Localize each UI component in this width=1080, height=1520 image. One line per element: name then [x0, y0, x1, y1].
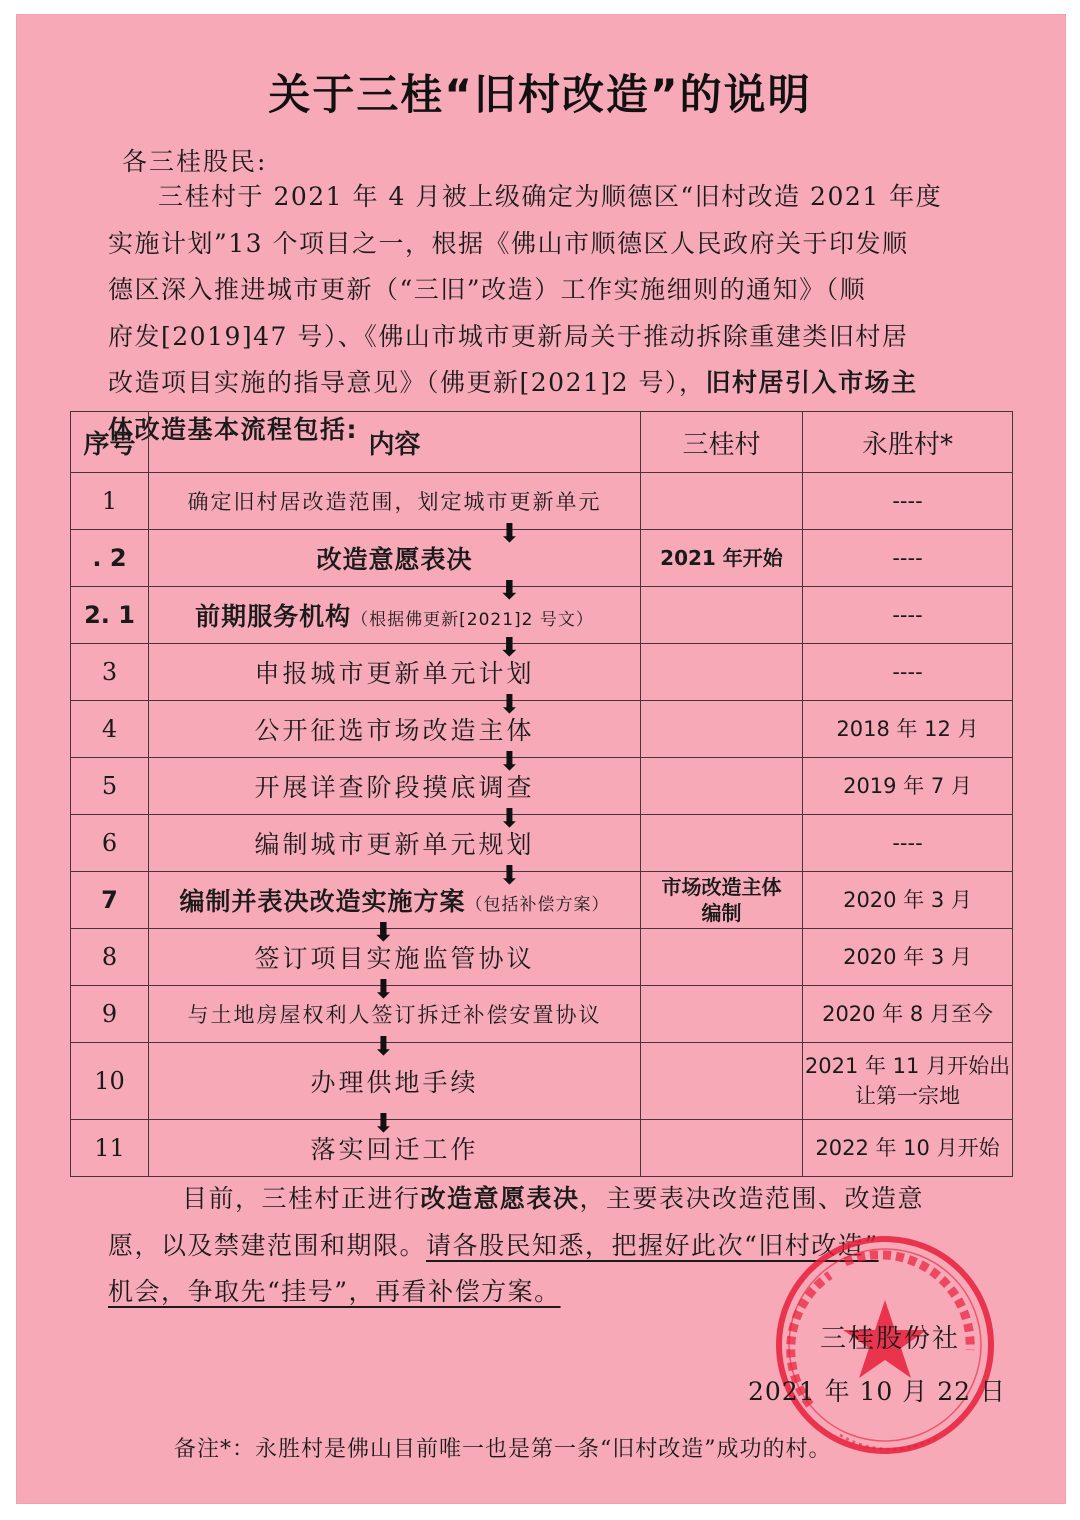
flow-arrow-icon: ⬇	[498, 804, 524, 834]
row-sangui	[641, 929, 803, 986]
row-yongsheng: ----	[803, 644, 1013, 701]
row-yongsheng: 2019 年 7 月	[803, 758, 1013, 815]
row-content-text: 编制城市更新单元规划	[254, 830, 535, 859]
row-seq: 3	[71, 644, 149, 701]
intro-line: 德区深入推进城市更新（“三旧”改造）工作实施细则的通知》（顺	[108, 275, 867, 304]
row-content-note: （根据佛更新[2021]2 号文）	[351, 610, 594, 630]
row-content-text: 确定旧村居改造范围，划定城市更新单元	[187, 490, 602, 514]
row-sangui	[641, 872, 803, 929]
table-row	[71, 929, 1013, 986]
row-content	[149, 701, 641, 777]
closing-underlined: 请各股民知悉，把握好此次“旧村改造”	[426, 1230, 879, 1260]
salutation: 各三桂股民:	[122, 147, 268, 176]
row-yongsheng: ----	[803, 587, 1013, 644]
row-sangui	[641, 758, 803, 815]
row-content	[149, 644, 641, 720]
closing-underlined: 机会，争取先“挂号”，再看补偿方案。	[108, 1277, 561, 1306]
intro-line	[108, 360, 988, 407]
row-yongsheng-line: 让第一宗地	[855, 1084, 960, 1108]
row-content-text: 开展详查阶段摸底调查	[254, 773, 535, 802]
intro-bold-tail: 旧村居引入市场主	[705, 368, 918, 397]
row-content	[149, 473, 641, 549]
row-seq: 11	[71, 1120, 149, 1177]
row-content-text: 签订项目实施监管协议	[254, 944, 535, 973]
row-content-text: 公开征选市场改造主体	[254, 716, 535, 745]
header-sangui: 三桂村	[641, 412, 803, 473]
row-seq: 9	[71, 986, 149, 1043]
row-sangui-line: 市场改造主体	[661, 875, 782, 899]
intro-line: 实施计划”13 个项目之一，根据《佛山市顺德区人民政府关于印发顺	[108, 228, 909, 258]
flow-arrow-icon: ⬇	[498, 633, 522, 663]
row-yongsheng	[803, 1043, 1013, 1120]
row-sangui	[641, 1043, 803, 1120]
table-row	[71, 815, 1013, 872]
table-row	[71, 587, 1013, 644]
row-sangui	[641, 473, 803, 530]
table-row	[71, 701, 1013, 758]
row-sangui	[641, 644, 803, 701]
flow-arrow-icon: ⬇	[498, 576, 522, 606]
row-seq: 4	[71, 701, 149, 758]
table-row	[71, 644, 1013, 701]
table-row	[71, 986, 1013, 1043]
row-sangui-line: 编制	[701, 901, 742, 925]
document-title: 关于三桂“旧村改造”的说明	[268, 70, 812, 119]
row-content-text: 申报城市更新单元计划	[254, 659, 535, 688]
closing-line	[108, 1176, 988, 1223]
row-content	[149, 815, 641, 891]
row-content-text: 与土地房屋权利人签订拆迁补偿安置协议	[187, 1003, 602, 1027]
row-content-note: （包括补偿方案）	[465, 895, 610, 915]
row-sangui	[641, 587, 803, 644]
flow-arrow-icon: ⬇	[498, 519, 523, 549]
closing-text: ，主要表决改造范围、改造意	[579, 1184, 925, 1213]
row-seq: 10	[71, 1043, 149, 1120]
flow-arrow-icon: ⬇	[498, 747, 524, 777]
row-sangui	[641, 815, 803, 872]
row-yongsheng: 2020 年 3 月	[803, 929, 1013, 986]
row-yongsheng: 2020 年 3 月	[803, 872, 1013, 929]
row-content	[149, 587, 641, 663]
row-seq: 1	[71, 473, 149, 530]
row-yongsheng: ----	[803, 530, 1013, 587]
flow-arrow-icon: ⬇	[372, 1032, 397, 1062]
closing-bold: 改造意愿表决	[420, 1184, 580, 1213]
row-content	[149, 758, 641, 834]
table-row	[71, 872, 1013, 929]
signature-date: 2021 年 10 月 22 日	[748, 1377, 1006, 1406]
footnote: 备注*：永胜村是佛山目前唯一也是第一条“旧村改造”成功的村。	[174, 1437, 832, 1462]
header-yongsheng: 永胜村*	[803, 412, 1013, 473]
row-content-text: 落实回迁工作	[310, 1135, 479, 1164]
closing-text: 目前，三桂村正进行	[182, 1184, 421, 1213]
row-yongsheng-line: 2021 年 11 月开始出	[804, 1054, 1011, 1078]
header-content: 内容	[149, 412, 641, 473]
row-yongsheng: 2022 年 10 月开始	[803, 1120, 1013, 1177]
table-row	[71, 530, 1013, 587]
row-yongsheng: 2020 年 8 月至今	[803, 986, 1013, 1043]
row-content-text: 改造意愿表决	[316, 545, 473, 574]
intro-bold-last: 体改造基本流程包括:	[108, 414, 358, 444]
row-content-text: 办理供地手续	[310, 1068, 479, 1097]
row-sangui: 2021 年开始	[641, 530, 803, 587]
process-table	[70, 411, 1013, 1177]
row-seq: 7	[71, 872, 149, 929]
flow-arrow-icon: ⬇	[372, 975, 398, 1005]
intro-line-text: 改造项目实施的指导意见》（佛更新[2021]2 号），	[108, 368, 706, 397]
table-row	[71, 1043, 1013, 1120]
intro-line: 府发[2019]47 号）、《佛山市城市更新局关于推动拆除重建类旧村居	[108, 321, 909, 351]
row-sangui	[641, 701, 803, 758]
row-seq: 5	[71, 758, 149, 815]
row-content	[149, 530, 641, 606]
row-content	[149, 872, 641, 948]
row-seq: 2. 1	[71, 587, 149, 644]
row-seq: 6	[71, 815, 149, 872]
flow-arrow-icon: ⬇	[372, 918, 396, 948]
table-row	[71, 1120, 1013, 1177]
flow-arrow-icon: ⬇	[372, 1109, 398, 1139]
row-sangui	[641, 1120, 803, 1177]
table-row	[71, 473, 1013, 530]
row-seq: 8	[71, 929, 149, 986]
table-header-row	[71, 412, 1013, 473]
row-content-text: 前期服务机构	[195, 602, 352, 631]
row-content-text: 编制并表决改造实施方案	[179, 887, 466, 916]
row-seq: . 2	[71, 530, 149, 587]
row-yongsheng: ----	[803, 473, 1013, 530]
row-yongsheng: 2018 年 12 月	[803, 701, 1013, 758]
flow-arrow-icon: ⬇	[498, 690, 524, 720]
closing-text: 愿，以及禁建范围和期限。	[108, 1230, 427, 1260]
row-yongsheng: ----	[803, 815, 1013, 872]
intro-line: 三桂村于 2021 年 4 月被上级确定为顺德区“旧村改造 2021 年度	[158, 182, 943, 211]
row-sangui	[641, 986, 803, 1043]
signature-org: 三桂股份社	[820, 1324, 961, 1354]
header-seq: 序号	[71, 412, 149, 473]
flow-arrow-icon: ⬇	[498, 861, 524, 891]
table-row	[71, 758, 1013, 815]
